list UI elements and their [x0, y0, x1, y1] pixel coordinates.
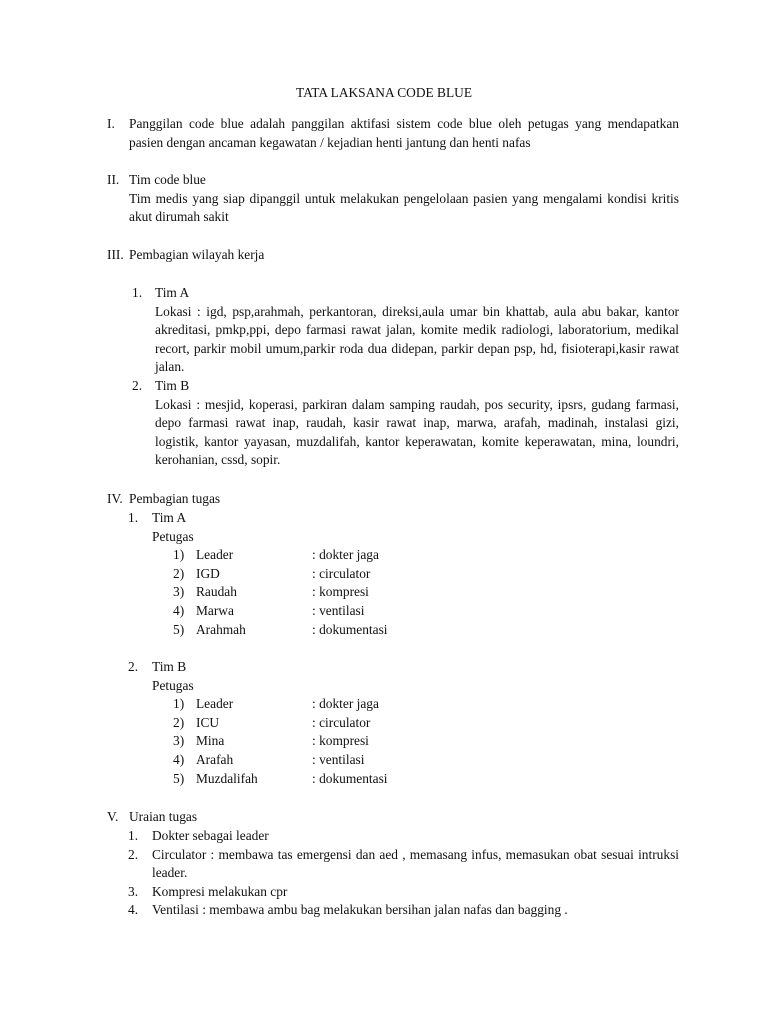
team-a-rows — [173, 546, 679, 639]
list-item-name: Tim A — [155, 285, 190, 300]
section-5 — [107, 808, 679, 827]
team-label: Petugas — [152, 677, 194, 693]
section-1-text: Panggilan code blue adalah panggilan aktifasi sistem code blue oleh petugas yang mendapatkan pasien dengan ancaman kegawatan / kejadian henti jantung dan henti nafas — [129, 116, 679, 150]
team-b-block — [107, 658, 679, 788]
section-2 — [107, 171, 679, 227]
table-row — [173, 751, 679, 770]
section-4-heading: Pembagian tugas — [129, 491, 221, 506]
list-item — [107, 901, 679, 920]
list-item — [107, 284, 679, 377]
list-item-text: Circulator : membawa tas emergensi dan aed , memasang infus, memasukan obat sesuai intruksi leader. — [152, 846, 679, 881]
row-number: 2) — [173, 714, 185, 730]
list-item — [107, 377, 679, 470]
row-key: Arafah — [196, 751, 234, 767]
row-key: ICU — [196, 714, 220, 730]
table-row — [173, 770, 679, 789]
team-a-block — [107, 509, 679, 639]
team-name: Tim B — [152, 659, 187, 674]
table-row — [173, 714, 679, 733]
table-row — [173, 732, 679, 751]
table-row — [173, 546, 679, 565]
team-label: Petugas — [152, 528, 194, 544]
list-item-text: Dokter sebagai leader — [152, 828, 269, 843]
section-3-list — [107, 284, 679, 470]
row-value: : circulator — [312, 714, 371, 730]
section-2-number: II. — [107, 172, 120, 187]
section-5-number: V. — [107, 809, 119, 824]
section-4 — [107, 490, 679, 509]
row-value: : kompresi — [312, 733, 369, 749]
row-key: Muzdalifah — [196, 770, 258, 786]
section-3-number: III. — [107, 247, 124, 262]
list-item-text: Lokasi : igd, psp,arahmah, perkantoran, direksi,aula umar bin khattab, aula abu bakar, kantor akreditasi, pmkp,ppi, depo farmasi rawat jalan, komite medik radiologi, laboratorium, medikal recort, parkir mobil umum,parkir roda dua didepan, parkir depan psp, hd, fisioterapi,kasir rawat jalan. — [155, 303, 679, 375]
section-3-heading: Pembagian wilayah kerja — [129, 247, 265, 262]
row-value: : ventilasi — [312, 602, 365, 618]
team-b-rows — [173, 695, 679, 788]
row-number: 5) — [173, 770, 185, 786]
list-item — [107, 846, 679, 883]
row-value: : dokter jaga — [312, 696, 379, 712]
section-4-number: IV. — [107, 491, 123, 506]
row-value: : kompresi — [312, 584, 369, 600]
list-item-text: Ventilasi : membawa ambu bag melakukan bersihan jalan nafas dan bagging . — [152, 902, 568, 918]
list-item-number: 2. — [132, 377, 143, 393]
row-value: : ventilasi — [312, 751, 365, 767]
list-item-number: 3. — [128, 883, 139, 899]
table-row — [173, 695, 679, 714]
section-1 — [107, 115, 679, 152]
list-item — [107, 827, 679, 846]
row-key: Leader — [196, 696, 234, 712]
team-number: 1. — [128, 510, 139, 525]
row-key: Raudah — [196, 584, 237, 600]
row-value: : dokumentasi — [312, 770, 388, 786]
list-item-number: 1. — [128, 828, 139, 843]
list-item-text: Kompresi melakukan cpr — [152, 883, 288, 899]
row-key: Leader — [196, 547, 234, 563]
row-number: 3) — [173, 733, 185, 749]
list-item-name: Tim B — [155, 377, 190, 393]
team-name: Tim A — [152, 510, 187, 525]
section-5-heading: Uraian tugas — [129, 809, 198, 824]
row-number: 2) — [173, 565, 185, 581]
table-row — [173, 621, 679, 640]
row-key: Mina — [196, 733, 225, 749]
section-2-text: Tim medis yang siap dipanggil untuk melakukan pengelolaan pasien yang mengalami kondisi kritis akut dirumah sakit — [129, 190, 679, 225]
list-item-number: 2. — [128, 846, 139, 862]
list-item-number: 4. — [128, 902, 139, 918]
row-key: IGD — [196, 565, 220, 581]
row-number: 4) — [173, 751, 185, 767]
row-key: Arahmah — [196, 621, 246, 637]
team-number: 2. — [128, 659, 139, 674]
list-item — [107, 883, 679, 902]
section-2-heading: Tim code blue — [129, 172, 206, 187]
list-item-text: Lokasi : mesjid, koperasi, parkiran dalam samping raudah, pos security, ipsrs, gudang farmasi, depo farmasi rawat inap, raudah, kasir rawat inap, marwa, arafah, madinah, instalasi gizi, logistik, kantor yayasan, muzdalifah, kantor keperawatan, komite keperawatan, mina, loundri, kerohanian, cssd, sopir. — [155, 396, 679, 468]
table-row — [173, 583, 679, 602]
row-value: : dokter jaga — [312, 547, 379, 563]
row-key: Marwa — [196, 602, 234, 618]
row-number: 5) — [173, 621, 185, 637]
document-title: TATA LAKSANA CODE BLUE — [295, 85, 473, 100]
list-item-number: 1. — [132, 285, 143, 300]
section-1-number: I. — [107, 116, 115, 131]
section-5-list — [107, 827, 679, 920]
section-3 — [107, 246, 679, 265]
row-number: 1) — [173, 547, 185, 563]
table-row — [173, 565, 679, 584]
row-number: 3) — [173, 584, 185, 600]
row-number: 4) — [173, 602, 185, 618]
row-value: : dokumentasi — [312, 621, 388, 637]
row-value: : circulator — [312, 565, 371, 581]
row-number: 1) — [173, 696, 185, 712]
table-row — [173, 602, 679, 621]
